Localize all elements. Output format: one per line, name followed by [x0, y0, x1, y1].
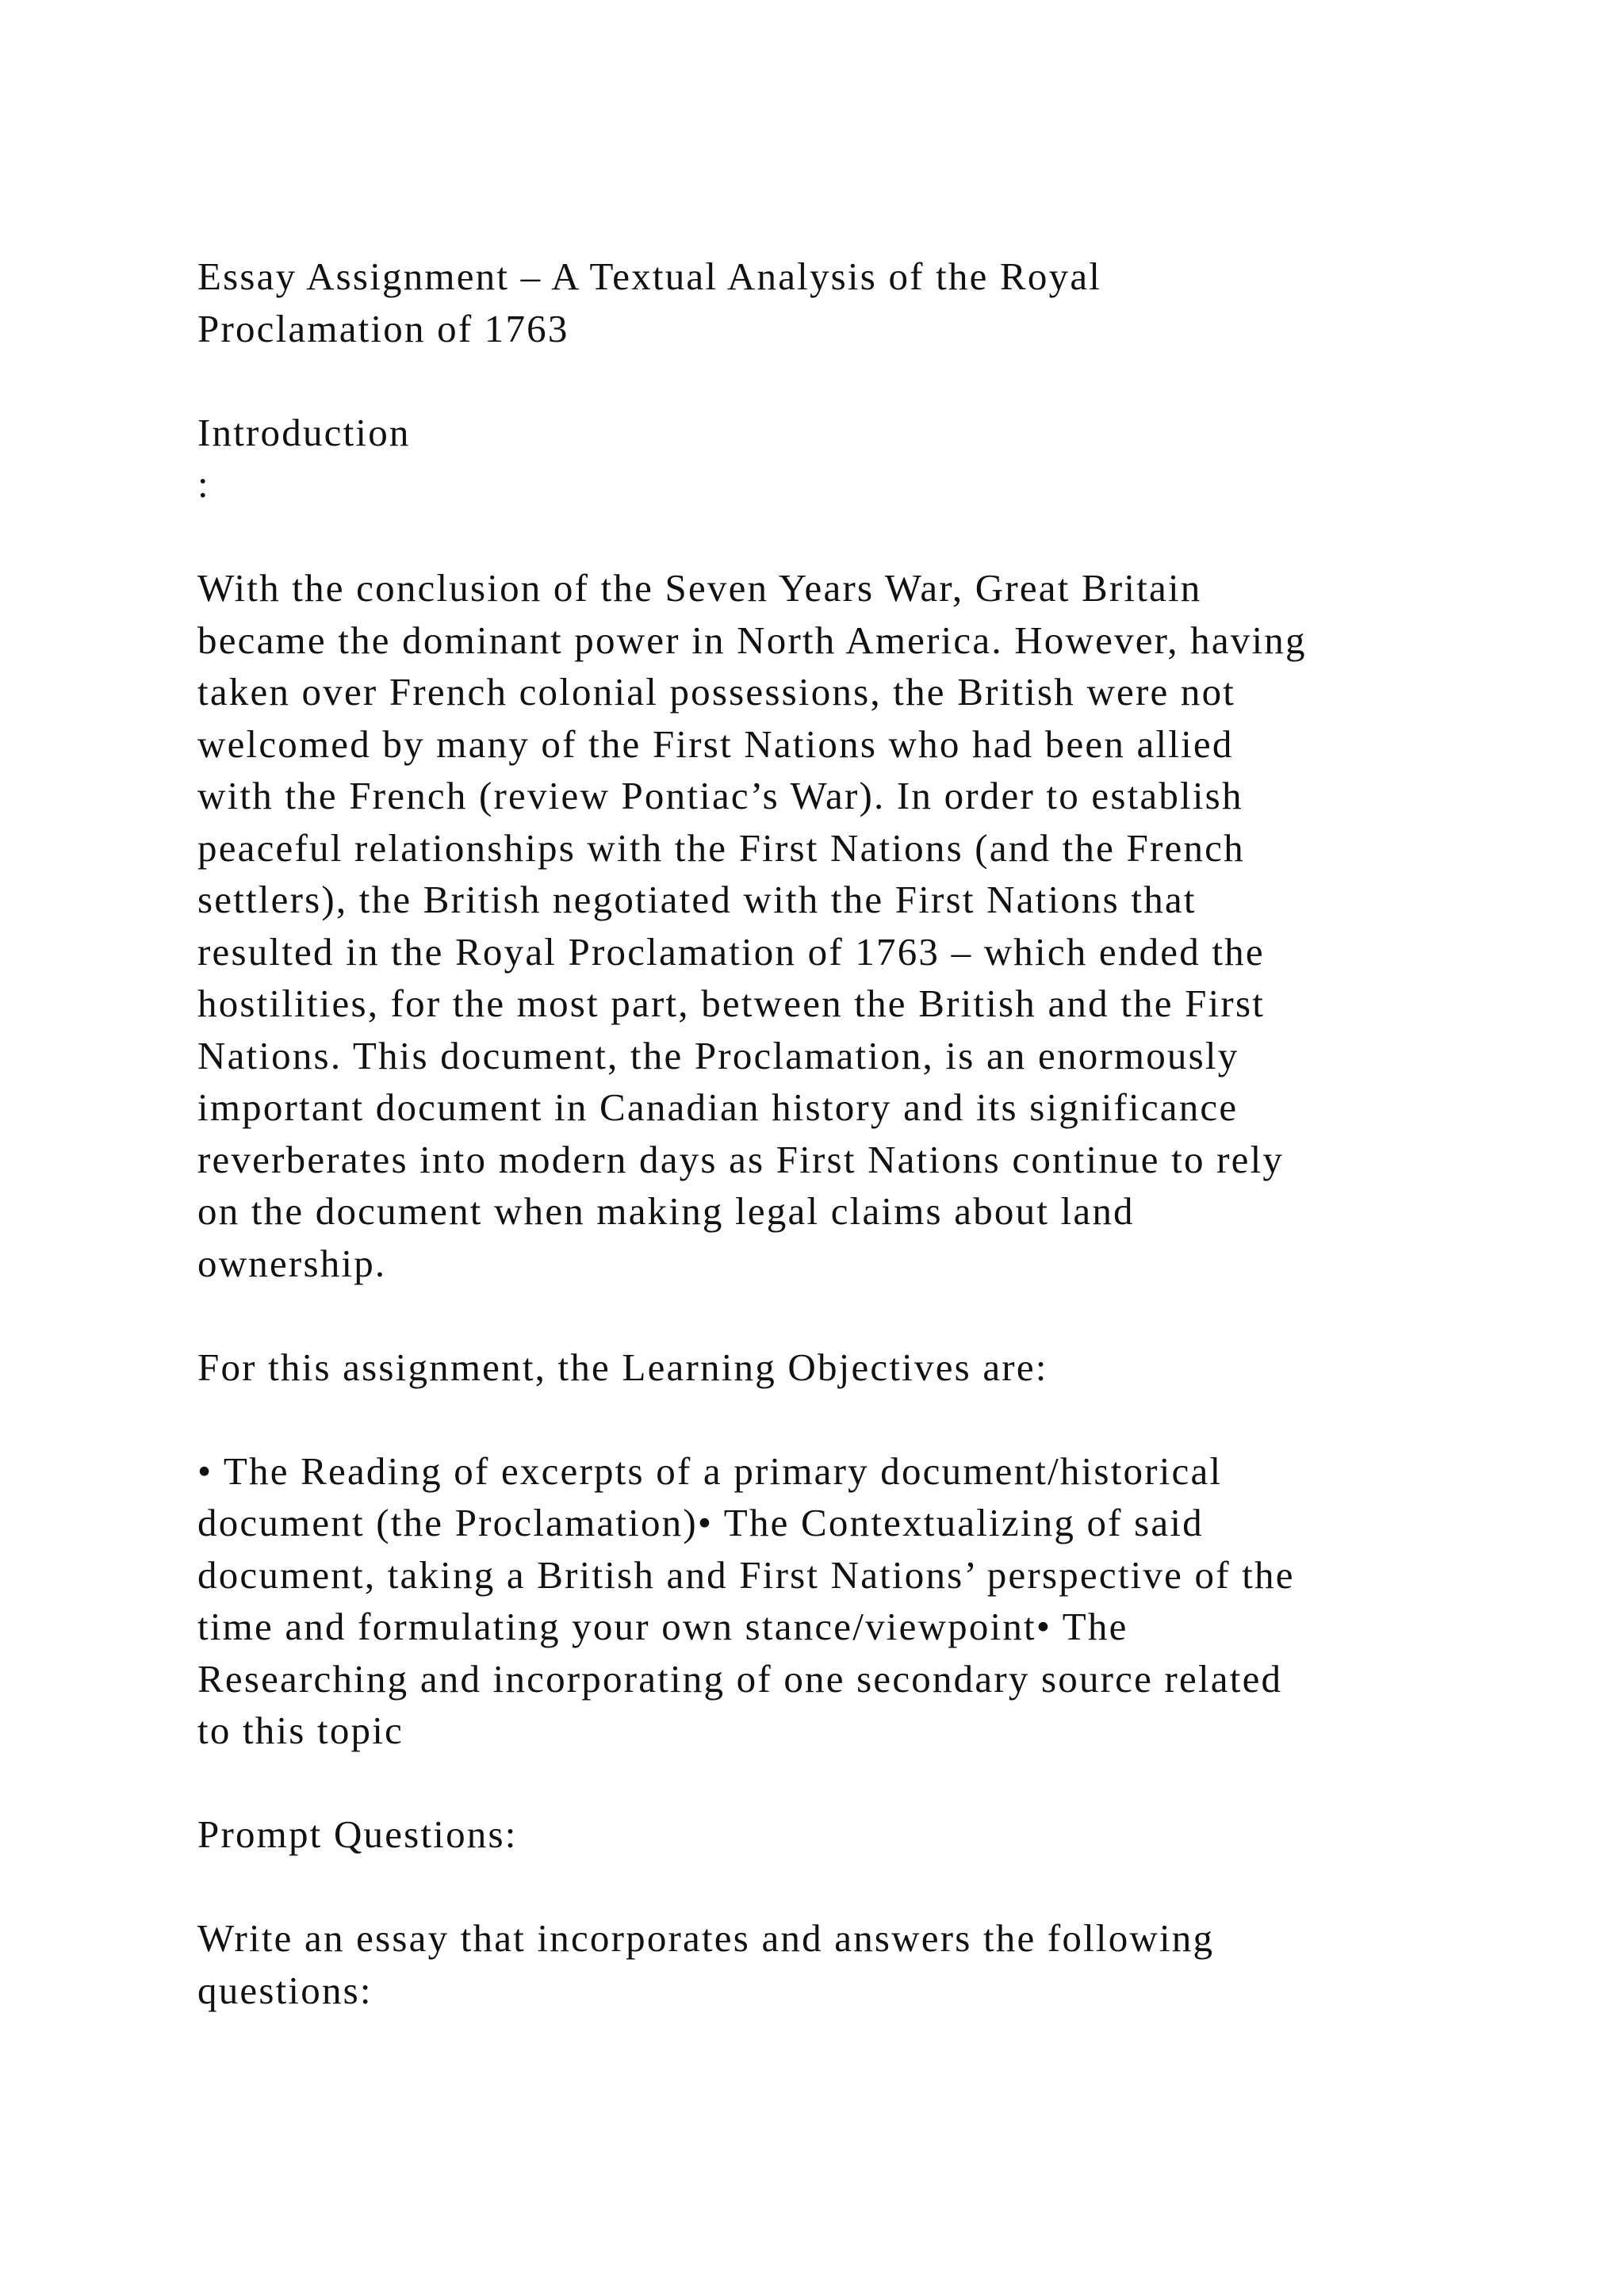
blank-line	[197, 511, 1482, 563]
title-line: Proclamation of 1763	[197, 306, 569, 350]
objectives-intro-text: For this assignment, the Learning Objectives are:	[197, 1345, 1048, 1389]
objectives-list	[197, 1445, 1482, 1757]
blank-line	[197, 1289, 1482, 1341]
paragraph-line: on the document when making legal claims about land	[197, 1189, 1135, 1233]
paragraph-line: welcomed by many of the First Nations who had been allied	[197, 721, 1234, 766]
paragraph-line: hostilities, for the most part, between the British and the First	[197, 982, 1266, 1025]
objectives-line: • The Reading of excerpts of a primary document/historical	[197, 1448, 1223, 1493]
objectives-line: to this topic	[197, 1709, 404, 1752]
heading-text: Introduction	[197, 410, 411, 454]
paragraph-line: resulted in the Royal Proclamation of 1763 – which ended the	[197, 929, 1265, 974]
prompt-heading-text: Prompt Questions:	[197, 1812, 518, 1856]
heading-colon: :	[197, 462, 210, 506]
paragraph-line: with the French (review Pontiac’s War). In order to establish	[197, 774, 1243, 817]
paragraph-line: peaceful relationships with the First Nations (and the French	[197, 825, 1245, 870]
document-title	[197, 251, 1482, 354]
prompt-instructions	[197, 1912, 1482, 2016]
blank-line	[197, 354, 1482, 407]
paragraph-line: important document in Canadian history and its significance	[197, 1085, 1239, 1129]
introduction-paragraph	[197, 562, 1482, 1289]
paragraph-line: With the conclusion of the Seven Years War, Great Britain	[197, 566, 1202, 610]
prompt-heading	[197, 1808, 1482, 1861]
objectives-line: document, taking a British and First Nations’ perspective of the	[197, 1552, 1295, 1597]
objectives-line: Researching and incorporating of one secondary source related	[197, 1656, 1283, 1701]
blank-line	[197, 1393, 1482, 1445]
paragraph-line: settlers), the British negotiated with the First Nations that	[197, 878, 1197, 921]
objectives-intro	[197, 1341, 1482, 1394]
paragraph-line: became the dominant power in North America. However, having	[197, 618, 1307, 662]
paragraph-line: Nations. This document, the Proclamation, is an enormously	[197, 1033, 1239, 1077]
objectives-line: time and formulating your own stance/viewpoint• The	[197, 1605, 1128, 1648]
objectives-line: document (the Proclamation)• The Contextualizing of said	[197, 1501, 1204, 1544]
title-line: Essay Assignment – A Textual Analysis of the Royal	[197, 254, 1102, 298]
prompt-line: questions:	[197, 1968, 373, 2012]
paragraph-line: taken over French colonial possessions, the British were not	[197, 670, 1236, 714]
blank-line	[197, 1861, 1482, 1913]
paragraph-line: reverberates into modern days as First Nations continue to rely	[197, 1137, 1285, 1181]
introduction-heading	[197, 407, 1482, 511]
document-body	[197, 251, 1482, 2016]
paragraph-line: ownership.	[197, 1241, 387, 1285]
blank-line	[197, 1757, 1482, 1809]
prompt-line: Write an essay that incorporates and answers the following	[197, 1916, 1215, 1960]
